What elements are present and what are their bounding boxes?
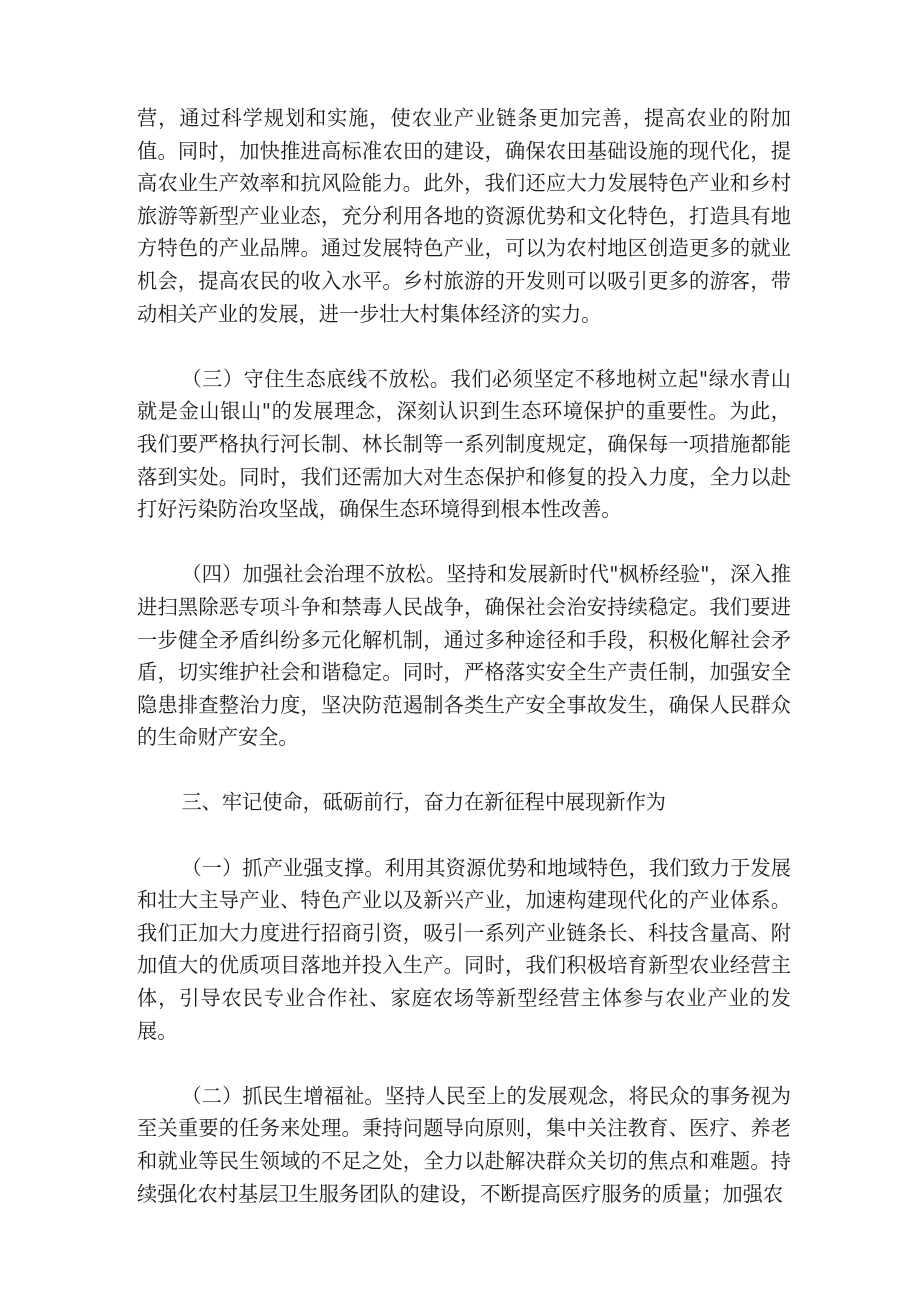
paragraph-continuation: 营，通过科学规划和实施，使农业产业链条更加完善，提高农业的附加值。同时，加快推进高标准农田的建设，确保农田基础设施的现代化，提高农业生产效率和抗风险能力。此外，我们还应大力发展特色产业和乡村旅游等新型产业业态，充分利用各地的资源优势和文化特色，打造具有地方特色的产业品牌。通过发展特色产业，可以为农村地区创造更多的就业机会，提高农民的收入水平。乡村旅游的开发则可以吸引更多的游客，带动相关产业的发展，进一步壮大村集体经济的实力。 <box>137 106 791 326</box>
paragraph-livelihood: （二）抓民生增福祉。坚持人民至上的发展观念，将民众的事务视为至关重要的任务来处理。秉持问题导向原则，集中关注教育、医疗、养老和就业等民生领域的不足之处，全力以赴解决群众关切的焦点和难题。持续强化农村基层卫生服务团队的建设，不断提高医疗服务的质量；加强农 <box>137 1083 791 1206</box>
section-heading: 三、牢记使命，砥砺前行，奋力在新征程中展现新作为 <box>181 790 666 815</box>
paragraph-gap <box>137 754 791 787</box>
paragraph-gap <box>137 526 791 559</box>
paragraph-gap <box>137 1047 791 1080</box>
paragraph-social-governance: （四）加强社会治理不放松。坚持和发展新时代"枫桥经验"，深入推进扫黑除恶专项斗争和禁毒人民战争，确保社会治安持续稳定。我们要进一步健全矛盾纠纷多元化解机制，通过多种途径和手段，积极化解社会矛盾，切实维护社会和谐稳定。同时，严格落实安全生产责任制，加强安全隐患排查整治力度，坚决防范遏制各类生产安全事故发生，确保人民群众的生命财产安全。 <box>137 562 791 750</box>
paragraph-gap <box>137 330 791 363</box>
paragraph-industry: （一）抓产业强支撑。利用其资源优势和地域特色，我们致力于发展和壮大主导产业、特色产业以及新兴产业，加速构建现代化的产业体系。我们正加大力度进行招商引资，吸引一系列产业链条长、科技含量高、附加值大的优质项目落地并投入生产。同时，我们积极培育新型农业经营主体，引导农民专业合作社、家庭农场等新型经营主体参与农业产业的发展。 <box>137 855 791 1043</box>
document-page <box>137 102 791 1210</box>
paragraph-ecology: （三）守住生态底线不放松。我们必须坚定不移地树立起"绿水青山就是金山银山"的发展理念，深刻认识到生态环境保护的重要性。为此，我们要严格执行河长制、林长制等一系列制度规定，确保每一项措施都能落到实处。同时，我们还需加大对生态保护和修复的投入力度，全力以赴打好污染防治攻坚战，确保生态环境得到根本性改善。 <box>137 366 791 522</box>
paragraph-gap <box>137 819 791 852</box>
